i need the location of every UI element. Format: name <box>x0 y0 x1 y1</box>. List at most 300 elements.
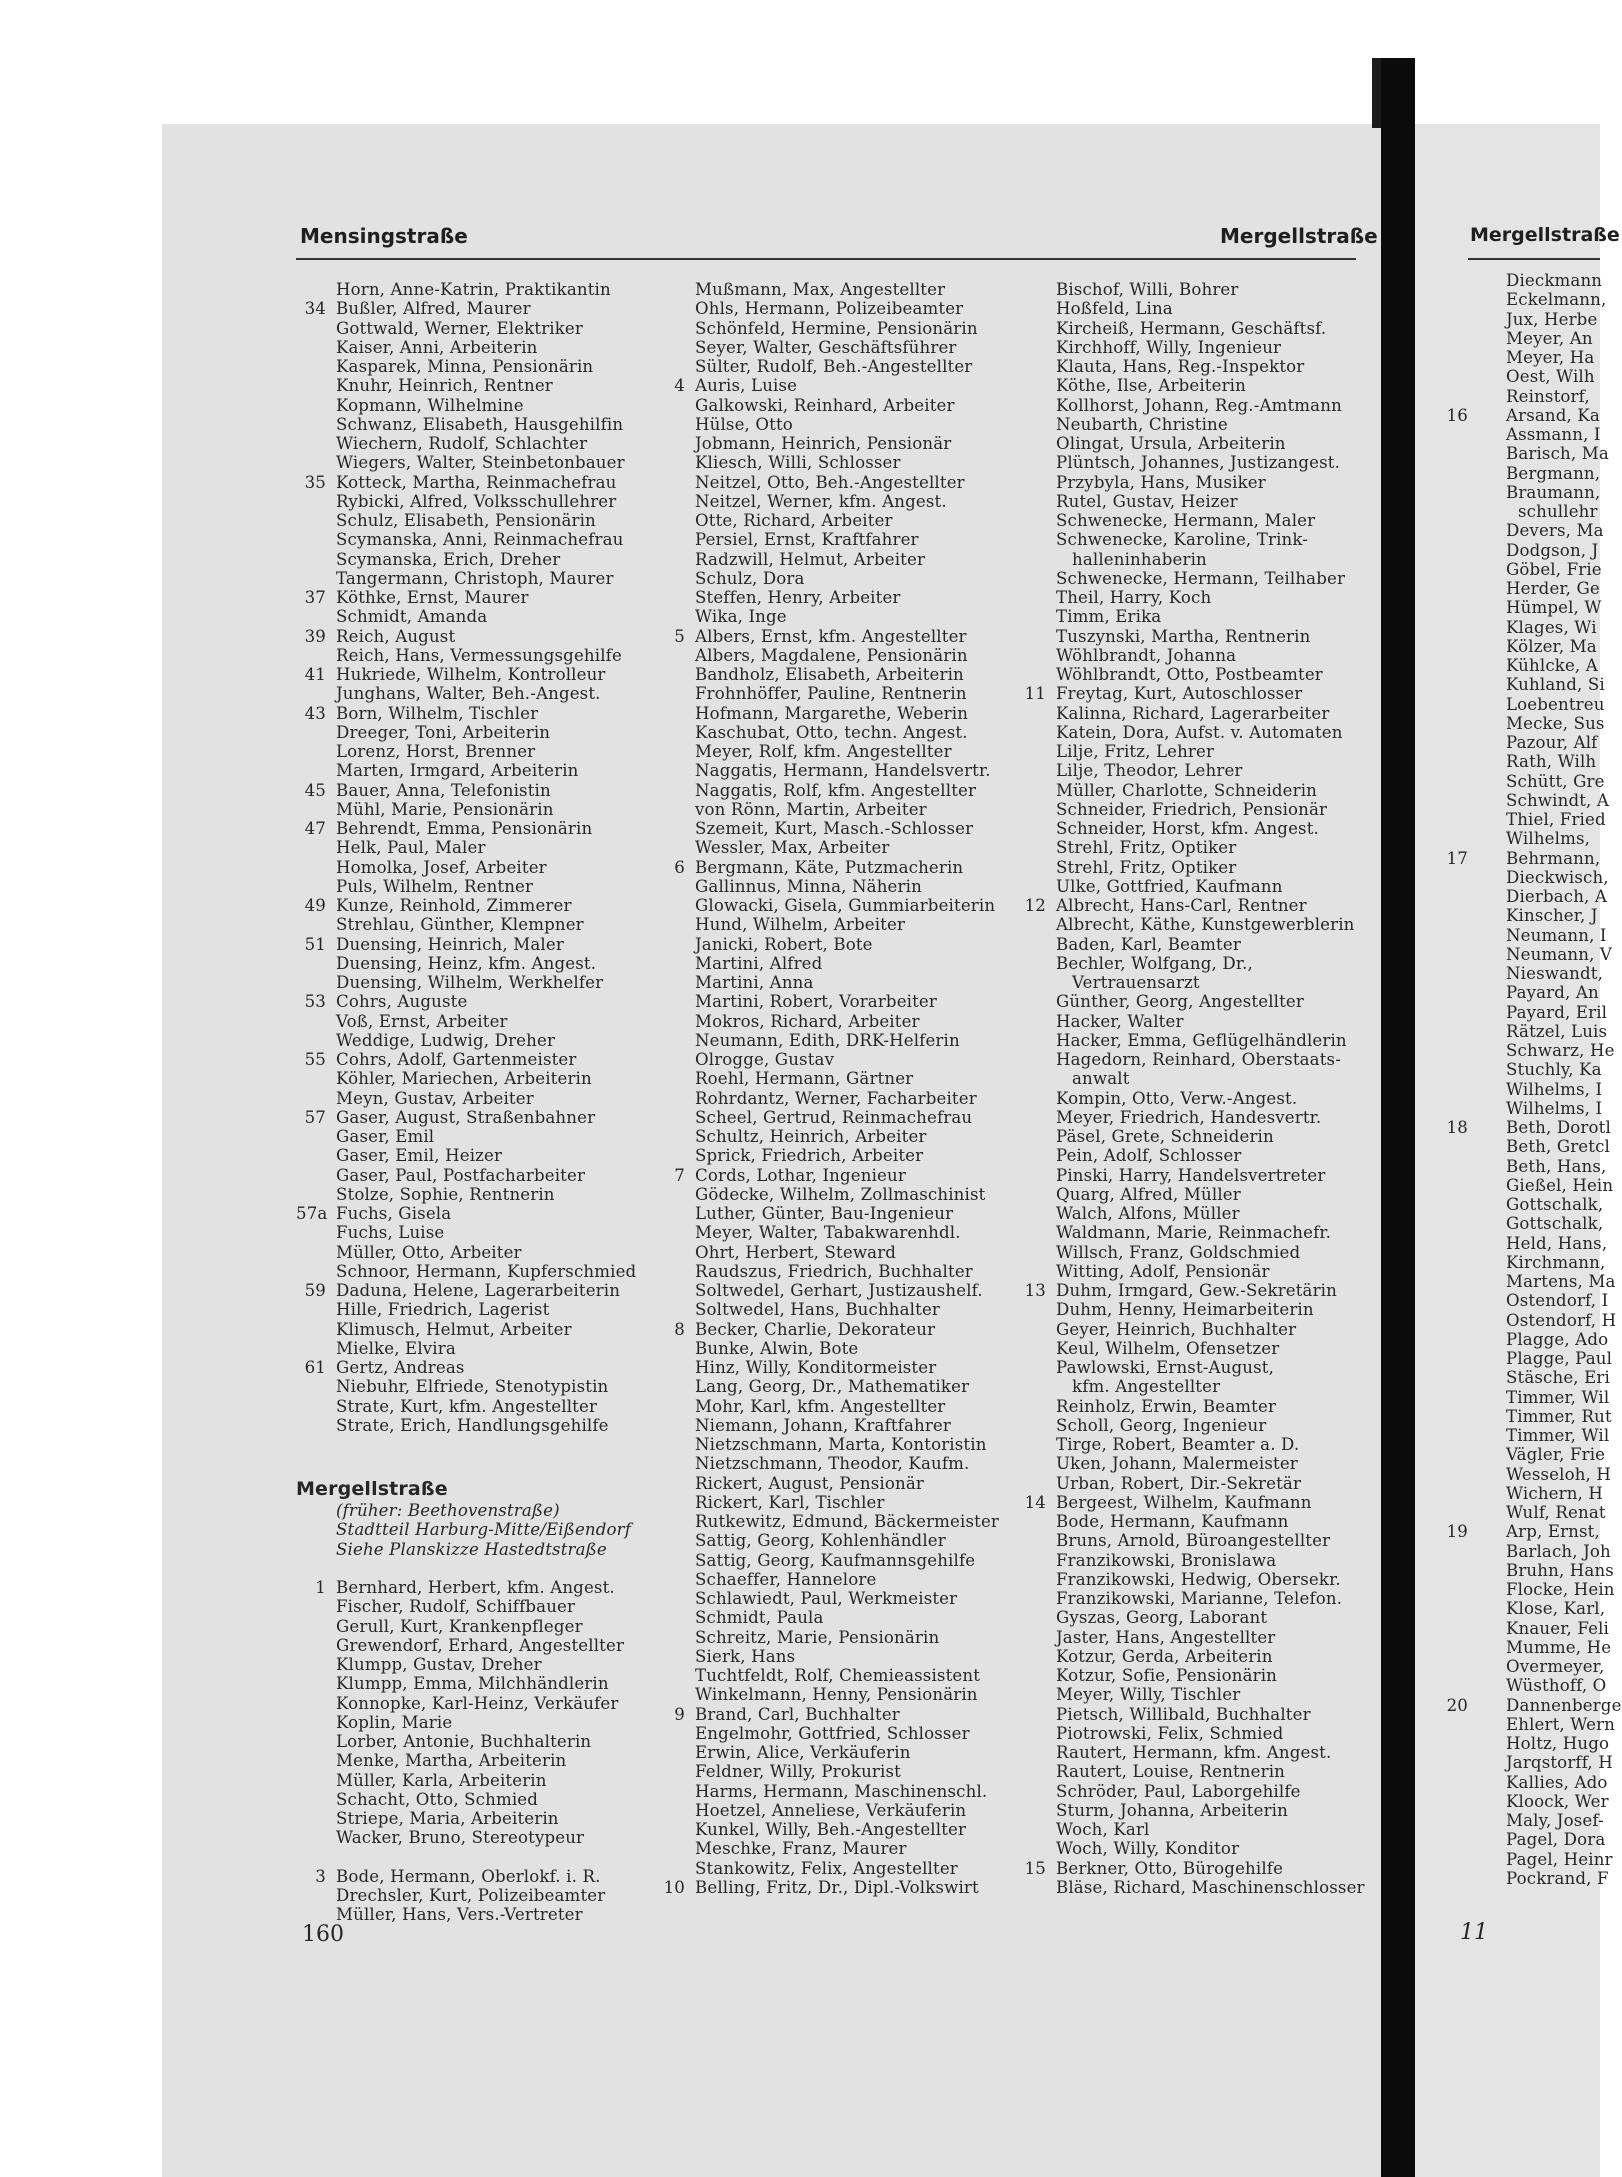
resident-entry <box>1016 299 1365 318</box>
resident-entry <box>1428 714 1622 733</box>
house-number: 34 <box>304 299 326 319</box>
resident-entry <box>1016 781 1365 800</box>
resident-entry <box>655 627 999 646</box>
resident-entry <box>1016 1339 1365 1358</box>
resident-entry <box>655 1166 999 1185</box>
resident-entry <box>1016 858 1365 877</box>
resident-text: Meyer, Friedrich, Handesvertr. <box>1056 1107 1322 1127</box>
resident-entry <box>296 280 636 299</box>
resident-text: Ohrt, Herbert, Steward <box>695 1242 897 1262</box>
resident-text: Wika, Inge <box>695 607 787 627</box>
resident-text: Kompin, Otto, Verw.-Angest. <box>1056 1088 1298 1108</box>
resident-entry <box>1016 935 1365 954</box>
resident-text: Junghans, Walter, Beh.-Angest. <box>336 684 601 704</box>
resident-entry <box>296 723 636 742</box>
resident-entry <box>1016 453 1365 472</box>
book-spine <box>1381 58 1415 2177</box>
resident-entry <box>296 1790 636 1809</box>
resident-entry <box>655 453 999 472</box>
resident-entry <box>1428 1811 1622 1830</box>
resident-text: Arsand, Ka <box>1506 405 1600 425</box>
resident-entry <box>1428 1080 1622 1099</box>
resident-text: Neubarth, Christine <box>1056 414 1228 434</box>
resident-entry <box>1016 877 1365 896</box>
resident-text: Sattig, Georg, Kaufmannsgehilfe <box>695 1550 976 1570</box>
header-left-street: Mensingstraße <box>300 224 468 248</box>
resident-entry <box>1428 464 1622 483</box>
resident-entry <box>655 588 999 607</box>
resident-entry <box>296 607 636 626</box>
resident-text: Klumpp, Emma, Milchhändlerin <box>336 1674 609 1694</box>
resident-entry <box>655 1127 999 1146</box>
resident-entry <box>296 954 636 973</box>
resident-entry <box>1016 1300 1365 1319</box>
resident-text: Martini, Alfred <box>695 953 823 973</box>
resident-text: Berkner, Otto, Bürogehilfe <box>1056 1858 1284 1878</box>
resident-text: Daduna, Helene, Lagerarbeiterin <box>336 1281 621 1300</box>
resident-text: Bernhard, Herbert, kfm. Angest. <box>336 1578 615 1597</box>
resident-text: Klumpp, Gustav, Dreher <box>336 1655 542 1674</box>
resident-entry <box>1428 1099 1622 1118</box>
resident-entry <box>1016 1146 1365 1165</box>
resident-text: Mumme, He <box>1506 1637 1612 1657</box>
resident-text: Kinscher, J <box>1506 906 1598 926</box>
resident-text: Lilje, Fritz, Lehrer <box>1056 742 1215 761</box>
resident-text: Schacht, Otto, Schmied <box>336 1789 539 1809</box>
resident-entry <box>1016 665 1365 684</box>
resident-text: Cohrs, Adolf, Gartenmeister <box>336 1050 577 1069</box>
resident-text: Tangermann, Christoph, Maurer <box>336 568 614 588</box>
resident-text: Päsel, Grete, Schneiderin <box>1056 1127 1274 1146</box>
resident-entry <box>1428 1599 1622 1618</box>
resident-text: Born, Wilhelm, Tischler <box>336 703 539 723</box>
resident-text: Martini, Robert, Vorarbeiter <box>695 992 937 1012</box>
resident-text: Mokros, Richard, Arbeiter <box>695 1011 920 1031</box>
resident-entry <box>655 1608 999 1627</box>
resident-text: Scymanska, Anni, Reinmachefrau <box>336 530 624 550</box>
resident-text: Bode, Hermann, Kaufmann <box>1056 1512 1289 1531</box>
resident-entry <box>1428 1561 1622 1580</box>
resident-entry <box>655 396 999 415</box>
resident-text: Kuhland, Si <box>1506 675 1605 695</box>
resident-text: Helk, Paul, Maler <box>336 838 486 858</box>
resident-entry <box>1428 656 1622 675</box>
resident-entry <box>1428 637 1622 656</box>
resident-entry <box>1016 1166 1365 1185</box>
resident-text: Willsch, Franz, Goldschmied <box>1056 1242 1301 1262</box>
resident-text: Schneider, Friedrich, Pensionär <box>1056 799 1328 819</box>
resident-entry <box>296 1713 636 1732</box>
resident-entry <box>1016 1743 1365 1762</box>
resident-entry <box>296 550 636 569</box>
resident-entry <box>1016 1069 1365 1088</box>
resident-entry <box>1016 992 1365 1011</box>
resident-entry <box>1428 1869 1622 1888</box>
resident-entry <box>1428 310 1622 329</box>
resident-entry <box>1428 1291 1622 1310</box>
spacer <box>296 1848 636 1867</box>
resident-text: Wesseloh, H <box>1506 1464 1612 1484</box>
resident-text: Pinski, Harry, Handelsvertreter <box>1056 1165 1326 1185</box>
resident-entry <box>655 1820 999 1839</box>
resident-entry <box>1016 434 1365 453</box>
resident-entry <box>296 1031 636 1050</box>
resident-text: schullehr <box>1518 502 1598 521</box>
resident-entry <box>296 1732 636 1751</box>
resident-text: Meyer, An <box>1506 328 1593 348</box>
resident-entry <box>296 299 636 318</box>
section-title: Mergellstraße <box>296 1478 448 1500</box>
resident-entry <box>655 1666 999 1685</box>
resident-entry <box>655 1358 999 1377</box>
resident-entry <box>296 1597 636 1616</box>
resident-text: Reich, Hans, Vermessungsgehilfe <box>336 645 622 665</box>
resident-entry <box>655 1377 999 1396</box>
resident-entry <box>1428 1330 1622 1349</box>
resident-entry <box>655 935 999 954</box>
resident-text: Walch, Alfons, Müller <box>1056 1204 1240 1223</box>
house-number: 16 <box>1446 405 1468 425</box>
resident-text: Sülter, Rudolf, Beh.-Angestellter <box>695 357 973 376</box>
resident-entry <box>655 1570 999 1589</box>
resident-text: Behrmann, <box>1506 848 1601 868</box>
house-number: 57a <box>296 1204 328 1223</box>
resident-text: Galkowski, Reinhard, Arbeiter <box>695 395 955 415</box>
resident-entry <box>296 742 636 761</box>
resident-text: Weddige, Ludwig, Dreher <box>336 1030 556 1050</box>
resident-text: Hoßfeld, Lina <box>1056 299 1173 319</box>
resident-entry <box>1016 1820 1365 1839</box>
resident-entry <box>296 492 636 511</box>
resident-entry <box>1016 800 1365 819</box>
resident-text: Schmidt, Paula <box>695 1608 824 1628</box>
resident-text: Hacker, Emma, Geflügelhändlerin <box>1056 1030 1347 1050</box>
page-number: 160 <box>302 1922 344 1947</box>
resident-entry <box>1016 684 1365 703</box>
resident-text: Nieswandt, <box>1506 964 1604 983</box>
resident-entry <box>655 1281 999 1300</box>
resident-text: Bußler, Alfred, Maurer <box>336 299 531 319</box>
resident-text: Kirchmann, <box>1506 1252 1606 1272</box>
resident-text: Schwenecke, Karoline, Trink- <box>1056 530 1309 550</box>
resident-text: Fischer, Rudolf, Schiffbauer <box>336 1597 576 1617</box>
resident-text: Mußmann, Max, Angestellter <box>695 280 946 299</box>
resident-entry <box>1016 1801 1365 1820</box>
resident-entry <box>1428 1195 1622 1214</box>
house-number: 1 <box>315 1578 326 1597</box>
house-number: 49 <box>304 896 326 915</box>
resident-text: Schnoor, Hermann, Kupferschmied <box>336 1261 637 1281</box>
resident-entry <box>1428 1484 1622 1503</box>
house-number: 7 <box>674 1165 685 1185</box>
resident-text: Oest, Wilh <box>1506 367 1595 387</box>
resident-entry <box>655 877 999 896</box>
resident-text: Hagedorn, Reinhard, Oberstaats- <box>1056 1050 1341 1069</box>
house-number: 13 <box>1024 1281 1046 1300</box>
resident-text: Baden, Karl, Beamter <box>1056 934 1241 954</box>
resident-entry <box>296 684 636 703</box>
resident-text: Pazour, Alf <box>1506 733 1598 752</box>
resident-text: Mielke, Elvira <box>336 1338 456 1358</box>
resident-entry <box>296 1069 636 1088</box>
resident-text: Pagel, Dora <box>1506 1830 1606 1850</box>
resident-entry <box>296 319 636 338</box>
resident-text: Timm, Erika <box>1056 607 1162 627</box>
resident-text: Strehlau, Günther, Klempner <box>336 915 584 935</box>
resident-text: Albrecht, Hans-Carl, Rentner <box>1056 896 1307 915</box>
resident-text: Payard, An <box>1506 983 1599 1003</box>
resident-entry <box>1428 695 1622 714</box>
resident-text: Mohr, Karl, kfm. Angestellter <box>695 1396 946 1416</box>
resident-text: Payard, Eril <box>1506 1002 1608 1022</box>
resident-entry <box>296 1886 636 1905</box>
resident-text: Wüsthoff, O <box>1506 1676 1607 1696</box>
resident-entry <box>655 376 999 395</box>
resident-entry <box>1016 357 1365 376</box>
resident-entry <box>1428 1850 1622 1869</box>
resident-entry <box>1428 1214 1622 1233</box>
resident-text: Bode, Hermann, Oberlokf. i. R. <box>336 1866 601 1886</box>
resident-entry <box>1016 1031 1365 1050</box>
resident-entry <box>655 1454 999 1473</box>
resident-entry <box>1428 926 1622 945</box>
resident-entry <box>1016 1108 1365 1127</box>
resident-entry <box>655 838 999 857</box>
resident-text: Kloock, Wer <box>1506 1791 1609 1811</box>
resident-text: Ostendorf, H <box>1506 1310 1617 1330</box>
resident-entry <box>655 1069 999 1088</box>
resident-entry <box>1016 569 1365 588</box>
resident-text: Hülse, Otto <box>695 414 793 434</box>
resident-entry <box>1428 1638 1622 1657</box>
right-page-number: 11 <box>1460 1920 1488 1945</box>
resident-entry <box>1428 945 1622 964</box>
resident-entry <box>655 723 999 742</box>
resident-entry <box>655 1262 999 1281</box>
resident-text: Schröder, Paul, Laborgehilfe <box>1056 1781 1301 1801</box>
resident-entry <box>655 1320 999 1339</box>
resident-entry <box>1016 1608 1365 1627</box>
resident-text: halleninhaberin <box>1072 549 1207 569</box>
resident-entry <box>1016 280 1365 299</box>
resident-text: Devers, Ma <box>1506 521 1604 541</box>
resident-entry <box>296 357 636 376</box>
resident-entry <box>655 357 999 376</box>
resident-text: Meyer, Willy, Tischler <box>1056 1685 1241 1705</box>
resident-entry <box>1428 271 1622 290</box>
resident-entry <box>1428 752 1622 771</box>
resident-text: Belling, Fritz, Dr., Dipl.-Volkswirt <box>695 1877 979 1897</box>
resident-text: Sattig, Georg, Kohlenhändler <box>695 1531 946 1551</box>
resident-text: Glowacki, Gisela, Gummiarbeiterin <box>695 896 996 915</box>
resident-entry <box>1016 1185 1365 1204</box>
resident-text: Knauer, Feli <box>1506 1618 1609 1638</box>
house-number: 19 <box>1446 1522 1468 1542</box>
resident-entry <box>655 415 999 434</box>
resident-entry <box>1428 502 1622 521</box>
resident-entry <box>655 492 999 511</box>
resident-entry <box>1016 588 1365 607</box>
resident-text: Radzwill, Helmut, Arbeiter <box>695 549 926 569</box>
resident-text: Gaser, August, Straßenbahner <box>336 1107 596 1127</box>
resident-entry <box>1428 348 1622 367</box>
resident-text: Urban, Robert, Dir.-Sekretär <box>1056 1473 1302 1493</box>
resident-entry <box>655 1339 999 1358</box>
resident-text: Gödecke, Wilhelm, Zollmaschinist <box>695 1184 986 1204</box>
resident-entry <box>1016 473 1365 492</box>
resident-text: Przybyla, Hans, Musiker <box>1056 472 1266 492</box>
resident-entry <box>655 530 999 549</box>
resident-entry <box>296 819 636 838</box>
resident-entry <box>655 1146 999 1165</box>
resident-text: Becker, Charlie, Dekorateur <box>695 1319 936 1339</box>
resident-text: Hille, Friedrich, Lagerist <box>336 1300 550 1320</box>
resident-text: Beth, Gretcl <box>1506 1137 1610 1157</box>
resident-text: Schwenecke, Hermann, Teilhaber <box>1056 568 1346 588</box>
house-number: 55 <box>304 1050 326 1069</box>
resident-entry <box>296 665 636 684</box>
resident-entry <box>655 319 999 338</box>
resident-entry <box>655 1435 999 1454</box>
resident-entry <box>296 781 636 800</box>
resident-text: Schlawiedt, Paul, Werkmeister <box>695 1589 958 1608</box>
resident-entry <box>1016 1762 1365 1781</box>
resident-text: Schreitz, Marie, Pensionärin <box>695 1627 940 1647</box>
resident-text: von Rönn, Martin, Arbeiter <box>695 799 927 819</box>
header-rule <box>296 258 1356 260</box>
resident-text: Schaeffer, Hannelore <box>695 1569 877 1589</box>
resident-entry <box>296 1108 636 1127</box>
resident-text: Jarqstorff, H <box>1506 1753 1613 1773</box>
resident-text: Hinz, Willy, Konditormeister <box>695 1358 937 1377</box>
resident-entry <box>1428 1792 1622 1811</box>
resident-entry <box>655 1474 999 1493</box>
resident-entry <box>1016 627 1365 646</box>
resident-text: Szemeit, Kurt, Masch.-Schlosser <box>695 819 974 838</box>
resident-text: Müller, Karla, Arbeiterin <box>336 1770 547 1790</box>
resident-text: Horn, Anne-Katrin, Praktikantin <box>336 280 611 299</box>
resident-entry <box>1016 1589 1365 1608</box>
resident-text: Barisch, Ma <box>1506 444 1609 464</box>
resident-entry <box>296 588 636 607</box>
resident-text: Rohrdantz, Werner, Facharbeiter <box>695 1088 977 1108</box>
resident-text: Behrendt, Emma, Pensionärin <box>336 819 593 838</box>
resident-entry <box>296 1416 636 1435</box>
resident-text: Kunkel, Willy, Beh.-Angestellter <box>695 1820 967 1839</box>
resident-entry <box>655 973 999 992</box>
resident-text: Grewendorf, Erhard, Angestellter <box>336 1635 625 1655</box>
resident-entry <box>1016 338 1365 357</box>
resident-entry <box>1016 1204 1365 1223</box>
resident-entry <box>1428 1696 1622 1715</box>
resident-entry <box>1428 598 1622 617</box>
resident-text: Vertrauensarzt <box>1072 973 1200 992</box>
resident-text: Mühl, Marie, Pensionärin <box>336 799 554 819</box>
resident-entry <box>655 1031 999 1050</box>
house-number: 8 <box>674 1319 685 1339</box>
resident-entry <box>655 742 999 761</box>
resident-entry <box>296 973 636 992</box>
resident-entry <box>296 1867 636 1886</box>
resident-text: Köthe, Ilse, Arbeiterin <box>1056 376 1246 396</box>
resident-text: Luther, Günter, Bau-Ingenieur <box>695 1204 954 1223</box>
resident-entry <box>296 1089 636 1108</box>
resident-text: Klauta, Hans, Reg.-Inspektor <box>1056 357 1305 376</box>
resident-text: Pein, Adolf, Schlosser <box>1056 1146 1242 1166</box>
resident-text: Wöhlbrandt, Johanna <box>1056 645 1237 665</box>
resident-text: Schulz, Elisabeth, Pensionärin <box>336 511 596 530</box>
resident-text: Neumann, Edith, DRK-Helferin <box>695 1030 960 1050</box>
house-number: 53 <box>304 992 326 1012</box>
resident-entry <box>296 1771 636 1790</box>
resident-entry <box>1428 810 1622 829</box>
resident-entry <box>1428 1368 1622 1387</box>
resident-text: Harms, Hermann, Maschinenschl. <box>695 1781 988 1801</box>
resident-text: Raudszus, Friedrich, Buchhalter <box>695 1261 973 1281</box>
resident-entry <box>655 299 999 318</box>
resident-entry <box>296 1223 636 1242</box>
resident-entry <box>1016 1127 1365 1146</box>
resident-entry <box>1016 511 1365 530</box>
resident-text: Kühlcke, A <box>1506 656 1598 675</box>
resident-entry <box>1016 1878 1365 1897</box>
resident-entry <box>1016 1647 1365 1666</box>
resident-entry <box>1428 1349 1622 1368</box>
resident-entry <box>296 838 636 857</box>
resident-text: Nietzschmann, Marta, Kontoristin <box>695 1435 987 1454</box>
resident-text: Neumann, V <box>1506 944 1613 964</box>
resident-entry <box>655 1223 999 1242</box>
resident-text: Neitzel, Werner, kfm. Angest. <box>695 491 947 511</box>
resident-entry <box>296 1166 636 1185</box>
resident-entry <box>296 434 636 453</box>
resident-entry <box>296 1751 636 1770</box>
resident-text: Gaser, Emil <box>336 1127 435 1146</box>
house-number: 57 <box>304 1107 326 1127</box>
house-number: 11 <box>1024 684 1046 704</box>
resident-entry <box>655 607 999 626</box>
resident-entry <box>655 1878 999 1897</box>
resident-entry <box>1016 1493 1365 1512</box>
resident-entry <box>1016 954 1365 973</box>
resident-text: Schmidt, Amanda <box>336 607 488 627</box>
resident-entry <box>1428 618 1622 637</box>
resident-text: Assmann, I <box>1506 425 1601 444</box>
resident-text: Wacker, Bruno, Stereotypeur <box>336 1828 585 1848</box>
resident-text: Pietsch, Willibald, Buchhalter <box>1056 1704 1311 1724</box>
resident-text: Held, Hans, <box>1506 1233 1608 1253</box>
resident-text: Rautert, Hermann, kfm. Angest. <box>1056 1743 1332 1762</box>
resident-entry <box>655 1204 999 1223</box>
resident-entry <box>1016 1320 1365 1339</box>
resident-entry <box>1428 1022 1622 1041</box>
resident-text: Timmer, Rut <box>1506 1406 1612 1426</box>
resident-entry <box>1428 772 1622 791</box>
resident-text: Klimusch, Helmut, Arbeiter <box>336 1319 572 1339</box>
resident-entry <box>1428 1503 1622 1522</box>
resident-entry <box>1016 1474 1365 1493</box>
resident-entry <box>655 954 999 973</box>
resident-text: Plagge, Ado <box>1506 1329 1609 1349</box>
resident-text: Stäsche, Eri <box>1506 1368 1610 1388</box>
resident-entry <box>655 1647 999 1666</box>
resident-text: Kollhorst, Johann, Reg.-Amtmann <box>1056 395 1342 415</box>
resident-text: Franzikowski, Marianne, Telefon. <box>1056 1589 1343 1608</box>
resident-text: Rickert, August, Pensionär <box>695 1473 924 1493</box>
section-note: Stadtteil Harburg-Mitte/Eißendorf <box>336 1520 632 1540</box>
resident-entry <box>655 781 999 800</box>
resident-text: Wiegers, Walter, Steinbetonbauer <box>336 453 625 473</box>
